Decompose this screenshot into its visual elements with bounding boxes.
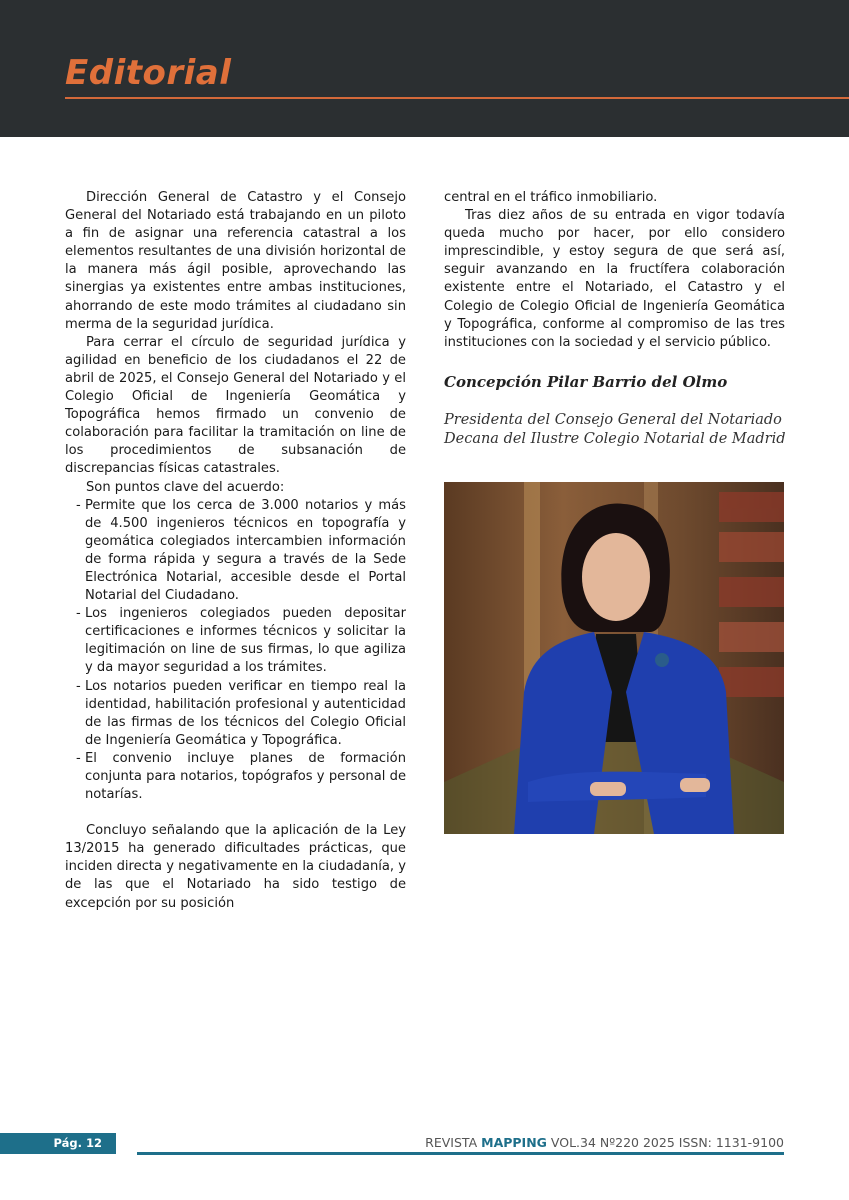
section-title: Editorial [65, 53, 232, 93]
signature-roles [444, 411, 786, 449]
list-item: - Permite que los cerca de 3.000 notarios y más de 4.500 ingenieros técnicos en topografía y geomática colegiados intercambien información de forma rápida y segura a través de la Sede Electrónica Notarial, accesible desde el Portal Notarial del Ciudadano. [85, 497, 406, 606]
journal-info [425, 1135, 784, 1150]
left-column [65, 189, 406, 913]
list-item: - Los notarios pueden verificar en tiempo real la identidad, habilitación profesional y autenticidad de las firmas de los técnicos del Colegio Oficial de Ingeniería Geomática y Topográfica. [85, 678, 406, 750]
list-item: - El convenio incluye planes de formación conjunta para notarios, topógrafos y personal de notarías. [85, 750, 406, 804]
right-column [444, 189, 785, 352]
journal-prefix: REVISTA [425, 1135, 478, 1150]
paragraph: Tras diez años de su entrada en vigor todavía queda mucho por hacer, por ello considero imprescindible, y estoy segura de que será así, seguir avanzando en la fructífera colaboración existente entre el Notariado, el Catastro y el Colegio de Colegio Oficial de Ingeniería Geomática y Topográfica, conforme al compromiso de las tres instituciones con la sociedad y el servicio público. [444, 208, 785, 350]
signature-role: Decana del Ilustre Colegio Notarial de Madrid [444, 431, 786, 447]
spacer [65, 804, 406, 822]
paragraph: Dirección General de Catastro y el Consejo General del Notariado está trabajando en un piloto a fin de asignar una referencia catastral a los elementos resultantes de una división horizontal de la manera más ágil posible, aprovechando las sinergias ya existentes entre ambas instituciones, ahorrando de este modo trámites al ciudadano sin merma de la seguridad jurídica. [65, 190, 406, 332]
paragraph: central en el tráfico inmobiliario. [444, 190, 658, 205]
portrait-photo [444, 482, 784, 834]
header-rule [65, 97, 849, 99]
paragraph: Son puntos clave del acuerdo: [86, 479, 285, 495]
key-points-list [65, 497, 406, 805]
paragraph: Para cerrar el círculo de seguridad jurídica y agilidad en beneficio de los ciudadanos el 22 de abril de 2025, el Consejo General del Notariado y el Colegio Oficial de Ingeniería Geomática y Topográfica hemos firmado un convenio de colaboración para facilitar la tramitación on line de los procedimientos de subsanación de discrepancias físicas catastrales. [65, 334, 406, 477]
issue-info: VOL.34 Nº220 2025 ISSN: 1131-9100 [550, 1135, 784, 1150]
portrait-illustration [444, 482, 784, 834]
page-header [0, 0, 849, 137]
page-number-badge: Pág. 12 [0, 1133, 116, 1154]
footer-rule [137, 1152, 784, 1155]
list-item: - Los ingenieros colegiados pueden depositar certificaciones e informes técnicos y solicitar la legitimación on line de sus firmas, lo que agiliza y da mayor seguridad a los trámites. [85, 605, 406, 677]
journal-brand: MAPPING [481, 1135, 547, 1150]
signature-role: Presidenta del Consejo General del Notariado [444, 412, 782, 428]
paragraph: Concluyo señalando que la aplicación de la Ley 13/2015 ha generado dificultades prácticas, que inciden directa y negativamente en la ciudadanía, y de las que el Notariado ha sido testigo de excepción por su posición [65, 823, 407, 911]
signature-name: Concepción Pilar Barrio del Olmo [444, 373, 728, 391]
